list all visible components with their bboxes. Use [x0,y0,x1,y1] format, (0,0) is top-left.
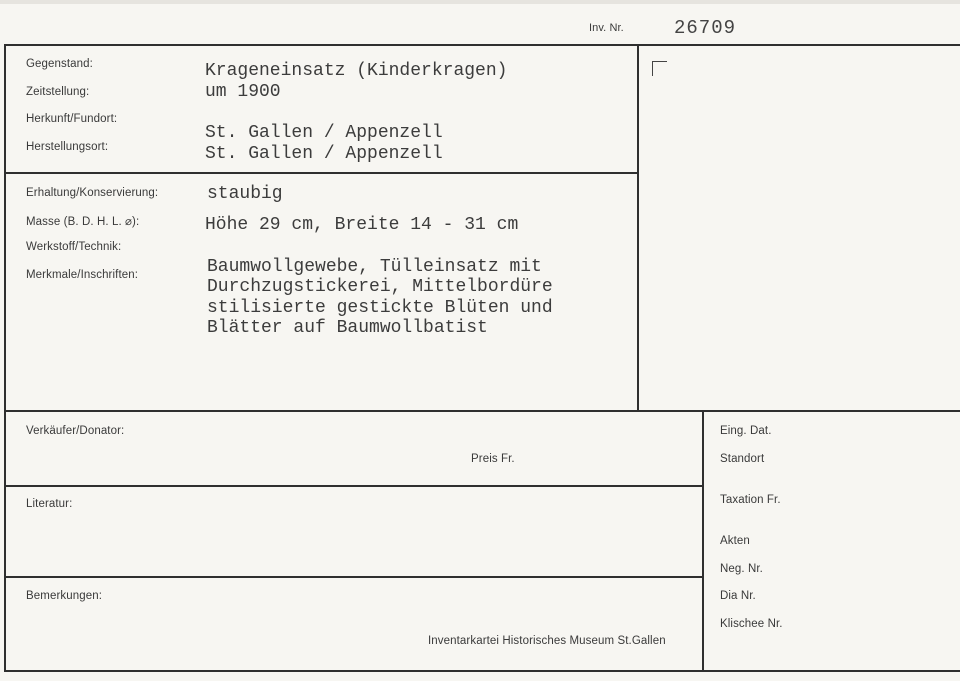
merkmale-line-2: Durchzugstickerei, Mittelbordüre [207,277,553,297]
lower-divider [702,410,704,672]
preis-label: Preis Fr. [471,453,515,465]
merkmale-line-3: stilisierte gestickte Blüten und [207,298,553,318]
section-rule-1 [4,172,638,174]
merkmale-label: Merkmale/Inschriften: [26,269,139,281]
herkunft-value: St. Gallen / Appenzell [205,123,443,143]
klischee-nr-label: Klischee Nr. [720,618,783,630]
standort-label: Standort [720,453,765,465]
section-rule-3 [4,485,703,487]
bottom-rule [4,670,960,672]
neg-nr-label: Neg. Nr. [720,563,763,575]
literatur-label: Literatur: [26,498,73,510]
taxation-label: Taxation Fr. [720,494,781,506]
werkstoff-label: Werkstoff/Technik: [26,241,122,253]
gegenstand-label: Gegenstand: [26,58,93,70]
section-rule-4 [4,576,703,578]
herstellungsort-label: Herstellungsort: [26,141,109,153]
herkunft-label: Herkunft/Fundort: [26,113,118,125]
masse-value: Höhe 29 cm, Breite 14 - 31 cm [205,215,519,235]
akten-label: Akten [720,535,750,547]
footer-imprint: Inventarkartei Historisches Museum St.Gallen [428,635,666,647]
corner-mark-icon [652,61,667,76]
top-rule [4,44,960,46]
bemerkungen-label: Bemerkungen: [26,590,102,602]
upper-divider [637,44,639,412]
eing-dat-label: Eing. Dat. [720,425,772,437]
verkaeufer-label: Verkäufer/Donator: [26,425,125,437]
zeitstellung-label: Zeitstellung: [26,86,90,98]
inv-nr-label: Inv. Nr. [589,22,624,34]
dia-nr-label: Dia Nr. [720,590,756,602]
top-edge [0,0,960,4]
section-rule-2 [4,410,960,412]
zeitstellung-value: um 1900 [205,82,281,102]
merkmale-line-1: Baumwollgewebe, Tülleinsatz mit [207,257,542,277]
erhaltung-label: Erhaltung/Konservierung: [26,187,159,199]
merkmale-line-4: Blätter auf Baumwollbatist [207,318,488,338]
erhaltung-value: staubig [207,184,283,204]
inv-number: 26709 [674,17,737,39]
gegenstand-value: Krageneinsatz (Kinderkragen) [205,61,508,81]
herstellungsort-value: St. Gallen / Appenzell [205,144,443,164]
masse-label: Masse (B. D. H. L. ⌀): [26,216,140,228]
